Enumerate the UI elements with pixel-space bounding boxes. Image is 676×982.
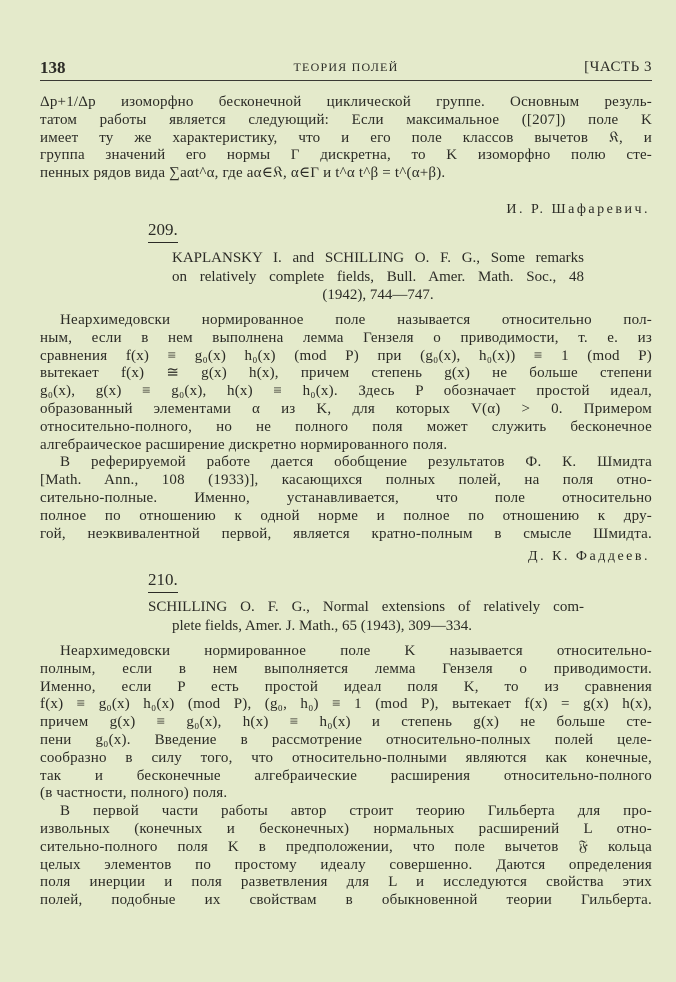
text-line: полное по отношению к одной норме и полное по отношению к дру- bbox=[40, 507, 652, 524]
reference-210 bbox=[148, 598, 584, 635]
text-line: on relatively complete fields, Bull. Amer. Math. Soc., 48 bbox=[172, 268, 584, 285]
text-line: татом работы является следующий: Если максимальное ([207]) поле K bbox=[40, 111, 652, 128]
text-line: целых элементов по простому идеалу совершенно. Даются определения bbox=[40, 856, 652, 873]
page-number: 138 bbox=[40, 58, 66, 77]
text-line: относительно-полного, но не полного поля может служить бесконечное bbox=[40, 418, 652, 435]
text-line: пенных рядов вида ∑aαt^α, где aα∈𝔎, α∈Γ и t^α t^β = t^(α+β). bbox=[40, 165, 446, 182]
text-line: полей, подобные их свойствам в обыкновенной теории Гильберта. bbox=[40, 892, 652, 909]
text-line: сительно-полные. Именно, устанавливается, что поле относительно bbox=[40, 489, 652, 506]
text-line: алгебраическое расширение дискретно нормированного поля. bbox=[40, 436, 448, 453]
page-header bbox=[40, 58, 652, 81]
signature-shafarevich: И. Р. Шафаревич. bbox=[506, 202, 650, 217]
review-209-text bbox=[40, 312, 652, 543]
text-line: группа значений его нормы Γ дискретна, то K изоморфно полю сте- bbox=[40, 147, 652, 164]
text-line: g₀(x), g(x) ≡ g₀(x), h(x) ≡ h₀(x). Здесь P обозначает простой идеал, bbox=[40, 383, 652, 400]
text-line: Неархимедовски нормированное поле K называется относительно- bbox=[60, 643, 652, 659]
text-line: имеет ту же характеристику, что и его поле классов вычетов 𝔎, и bbox=[40, 129, 652, 146]
text-line: f(x) ≡ g₀(x) h₀(x) (mod P), (g₀, h₀) ≡ 1 (mod P), вытекает f(x) = g(x) h(x), bbox=[40, 696, 652, 713]
signature-faddeev: Д. К. Фаддеев. bbox=[528, 549, 650, 564]
text-line: (в частности, полного) поля. bbox=[40, 785, 228, 802]
text-line: В первой части работы автор строит теорию Гильберта для про- bbox=[60, 803, 652, 820]
reference-209 bbox=[172, 249, 584, 305]
text-line: (1942), 744—747. bbox=[322, 287, 434, 303]
text-line: сительно-полного поля K в предположении, что поле вычетов 𝔉 кольца bbox=[40, 838, 652, 855]
review-208-ending bbox=[40, 94, 652, 183]
text-line: пени g₀(x). Введение в рассмотрение относительно-полных полей целе- bbox=[40, 731, 652, 748]
text-line: plete fields, Amer. J. Math., 65 (1943), 309—334. bbox=[172, 617, 472, 634]
text-line: Именно, если P есть простой идеал поля K, то из сравнения bbox=[40, 678, 652, 695]
text-line: сообразно в силу того, что относительно-полными являются как конечные, bbox=[40, 749, 652, 766]
text-line: [Math. Ann., 108 (1933)], касающихся полных полей, на поля отно- bbox=[40, 472, 652, 489]
text-line: полным, если в нем выполняется лемма Гензеля о приводимости. bbox=[40, 660, 652, 677]
text-line: В реферируемой работе дается обобщение результатов Ф. К. Шмидта bbox=[60, 454, 652, 471]
text-line: так и бесконечные алгебраические расширения относительно-полного bbox=[40, 767, 652, 784]
text-line: поля инерции и поля разветвления для L и исследуются свойства этих bbox=[40, 874, 652, 891]
text-line: KAPLANSKY I. and SCHILLING O. F. G., Some remarks bbox=[172, 250, 584, 266]
entry-number-209: 209. bbox=[148, 220, 178, 243]
text-line: сравнения f(x) ≡ g₀(x) h₀(x) (mod P) при (g₀(x), h₀(x)) ≡ 1 (mod P) bbox=[40, 347, 652, 364]
text-line: образованный элементами α из K, для которых V(α) > 0. Примером bbox=[40, 400, 652, 417]
review-210-text bbox=[40, 643, 652, 910]
text-line: SCHILLING O. F. G., Normal extensions of relatively com- bbox=[148, 599, 584, 615]
entry-number-210: 210. bbox=[148, 570, 178, 593]
text-line: извольных (конечных и бесконечных) нормальных расширений L отно- bbox=[40, 820, 652, 837]
text-line: ным, если в нем выполнена лемма Гензеля о приводимости, т. е. из bbox=[40, 329, 652, 346]
text-line: Неархимедовски нормированное поле называется относительно пол- bbox=[60, 312, 652, 328]
part-label: [ЧАСТЬ 3 bbox=[584, 59, 652, 75]
text-line: гой, неэквивалентной первой, является кратно-полным в смысле Шмидта. bbox=[40, 525, 652, 542]
text-line: причем g(x) ≡ g₀(x), h(x) ≡ h₀(x) и степень g(x) не больше сте- bbox=[40, 714, 652, 731]
text-line: вытекает f(x) ≅ g(x) h(x), причем степень g(x) не больше степени bbox=[40, 365, 652, 382]
running-title: ТЕОРИЯ ПОЛЕЙ bbox=[293, 60, 399, 74]
text-line: Δp+1/Δp изоморфно бесконечной циклической группе. Основным резуль- bbox=[40, 94, 652, 110]
